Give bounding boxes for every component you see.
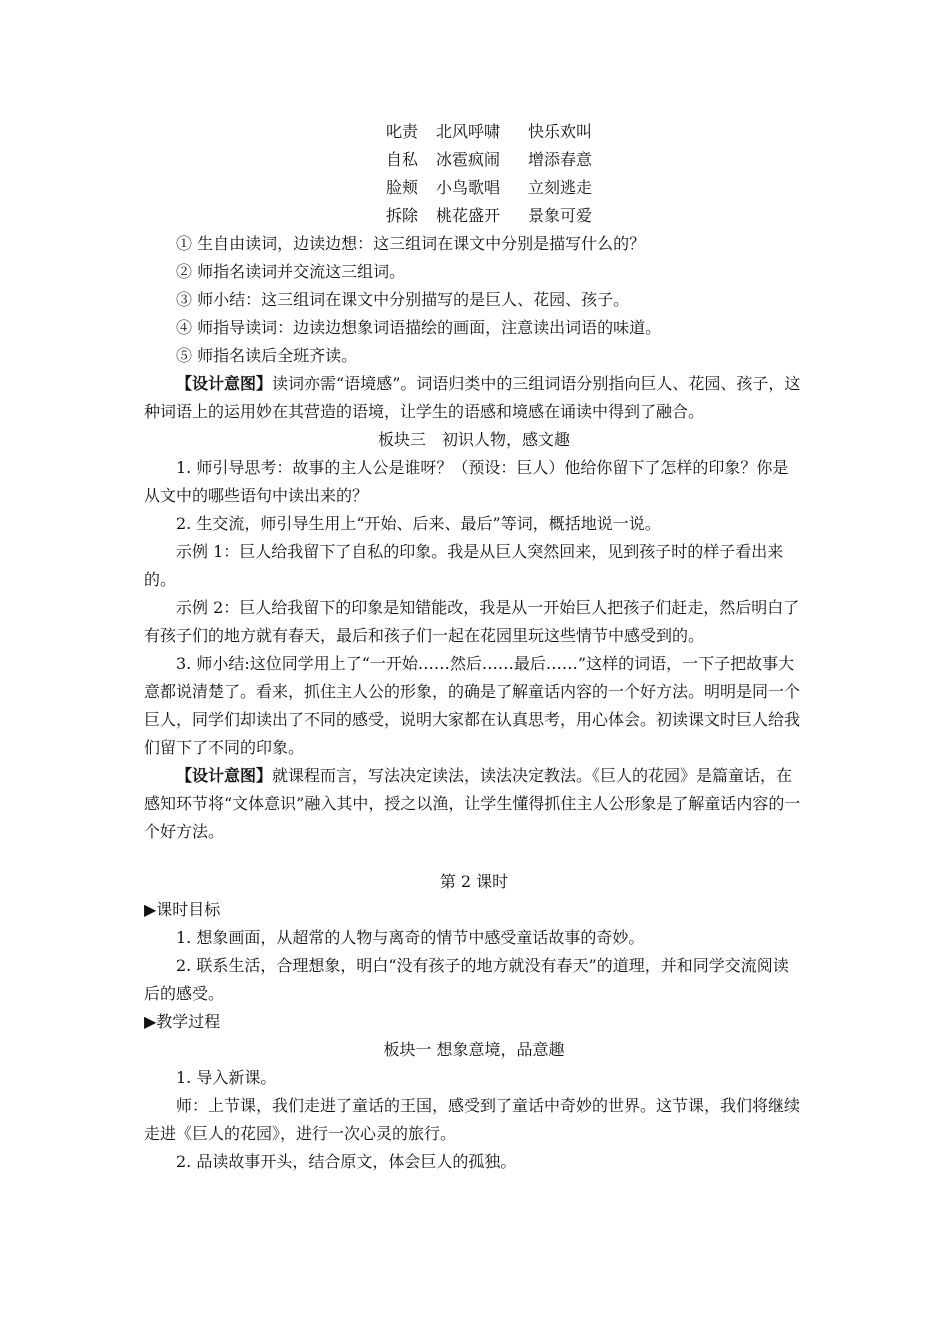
step-item: ③ 师小结：这三组词在课文中分别描写的是巨人、花园、孩子。 — [176, 290, 630, 309]
word-row — [386, 118, 648, 146]
paragraph: 1. 导入新课。 — [176, 1068, 277, 1087]
section-title: 板块三 初识人物，感文趣 — [377, 430, 570, 449]
paragraph: 2. 品读故事开头，结合原文，体会巨人的孤独。 — [176, 1152, 517, 1171]
word-cell: 冰雹疯闹 — [436, 150, 501, 169]
paragraph: 1. 师引导思考：故事的主人公是谁呀？（预设：巨人）他给你留下了怎样的印象？你是从文中的哪些语句中读出来的？ — [144, 458, 789, 505]
lesson-title: 第 2 课时 — [439, 872, 509, 891]
word-cell: 桃花盛开 — [436, 206, 501, 225]
word-cell: 拆除 — [386, 206, 419, 225]
design-intent-paragraph — [144, 762, 804, 846]
word-cell: 立刻逃走 — [528, 178, 593, 197]
goals-heading: ▶课时目标 — [144, 900, 221, 919]
word-cell: 叱责 — [386, 122, 419, 141]
word-row — [386, 146, 648, 174]
goal-item: 2. 联系生活，合理想象，明白“没有孩子的地方就没有春天”的道理，并和同学交流阅读后的感受。 — [144, 956, 789, 1003]
word-cell: 脸颊 — [386, 178, 419, 197]
word-cell: 小鸟歌唱 — [436, 178, 501, 197]
paragraph: 3. 师小结:这位同学用上了“一开始……然后……最后……”这样的词语，一下子把故事大意都说清楚了。看来，抓住主人公的形象，的确是了解童话内容的一个好方法。明明是同一个巨人，同学们却读出了不同的感受，说明大家都在认真思考，用心体会。初读课文时巨人给我们留下了不同的印象。 — [144, 654, 801, 757]
design-intent-paragraph — [144, 370, 804, 426]
example-paragraph: 示例 2：巨人给我留下的印象是知错能改，我是从一开始巨人把孩子们赶走，然后明白了有孩子们的地方就有春天，最后和孩子们一起在花园里玩这些情节中感受到的。 — [144, 598, 800, 645]
design-intent-text: 读词亦需“语境感”。词语归类中的三组词语分别指向巨人、花园、孩子，这种词语上的运用妙在其营造的语境，让学生的语感和境感在诵读中得到了融合。 — [144, 374, 801, 421]
step-item: ④ 师指导读词：边读边想象词语描绘的画面，注意读出词语的味道。 — [176, 318, 662, 337]
step-item: ⑤ 师指名读后全班齐读。 — [176, 346, 358, 365]
word-cell: 增添春意 — [528, 150, 593, 169]
design-intent-text: 就课程而言，写法决定读法，读法决定教法。《巨人的花园》是篇童话，在感知环节将“文体意识”融入其中，授之以渔，让学生懂得抓住主人公形象是了解童话内容的一个好方法。 — [144, 766, 801, 841]
goal-item: 1. 想象画面，从超常的人物与离奇的情节中感受童话故事的奇妙。 — [176, 928, 645, 947]
word-group-table — [386, 118, 648, 230]
example-paragraph: 示例 1：巨人给我留下了自私的印象。我是从巨人突然回来，见到孩子时的样子看出来的。 — [144, 542, 784, 589]
word-cell: 北风呼啸 — [436, 122, 501, 141]
design-intent-label: 【设计意图】 — [176, 374, 273, 393]
word-cell: 快乐欢叫 — [528, 122, 593, 141]
step-item: ② 师指名读词并交流这三组词。 — [176, 262, 406, 281]
word-cell: 景象可爱 — [528, 206, 593, 225]
word-cell: 自私 — [386, 150, 419, 169]
word-row — [386, 202, 648, 230]
design-intent-label: 【设计意图】 — [176, 766, 273, 785]
step-item: ① 生自由读词，边读边想：这三组词在课文中分别是描写什么的？ — [176, 234, 646, 253]
word-row — [386, 174, 648, 202]
section-title: 板块一 想象意境，品意趣 — [383, 1040, 565, 1059]
paragraph: 师：上节课，我们走进了童话的王国，感受到了童话中奇妙的世界。这节课，我们将继续走进《巨人的花园》，进行一次心灵的旅行。 — [144, 1096, 801, 1143]
paragraph: 2. 生交流，师引导生用上“开始、后来、最后”等词，概括地说一说。 — [176, 514, 661, 533]
process-heading: ▶教学过程 — [144, 1012, 221, 1031]
